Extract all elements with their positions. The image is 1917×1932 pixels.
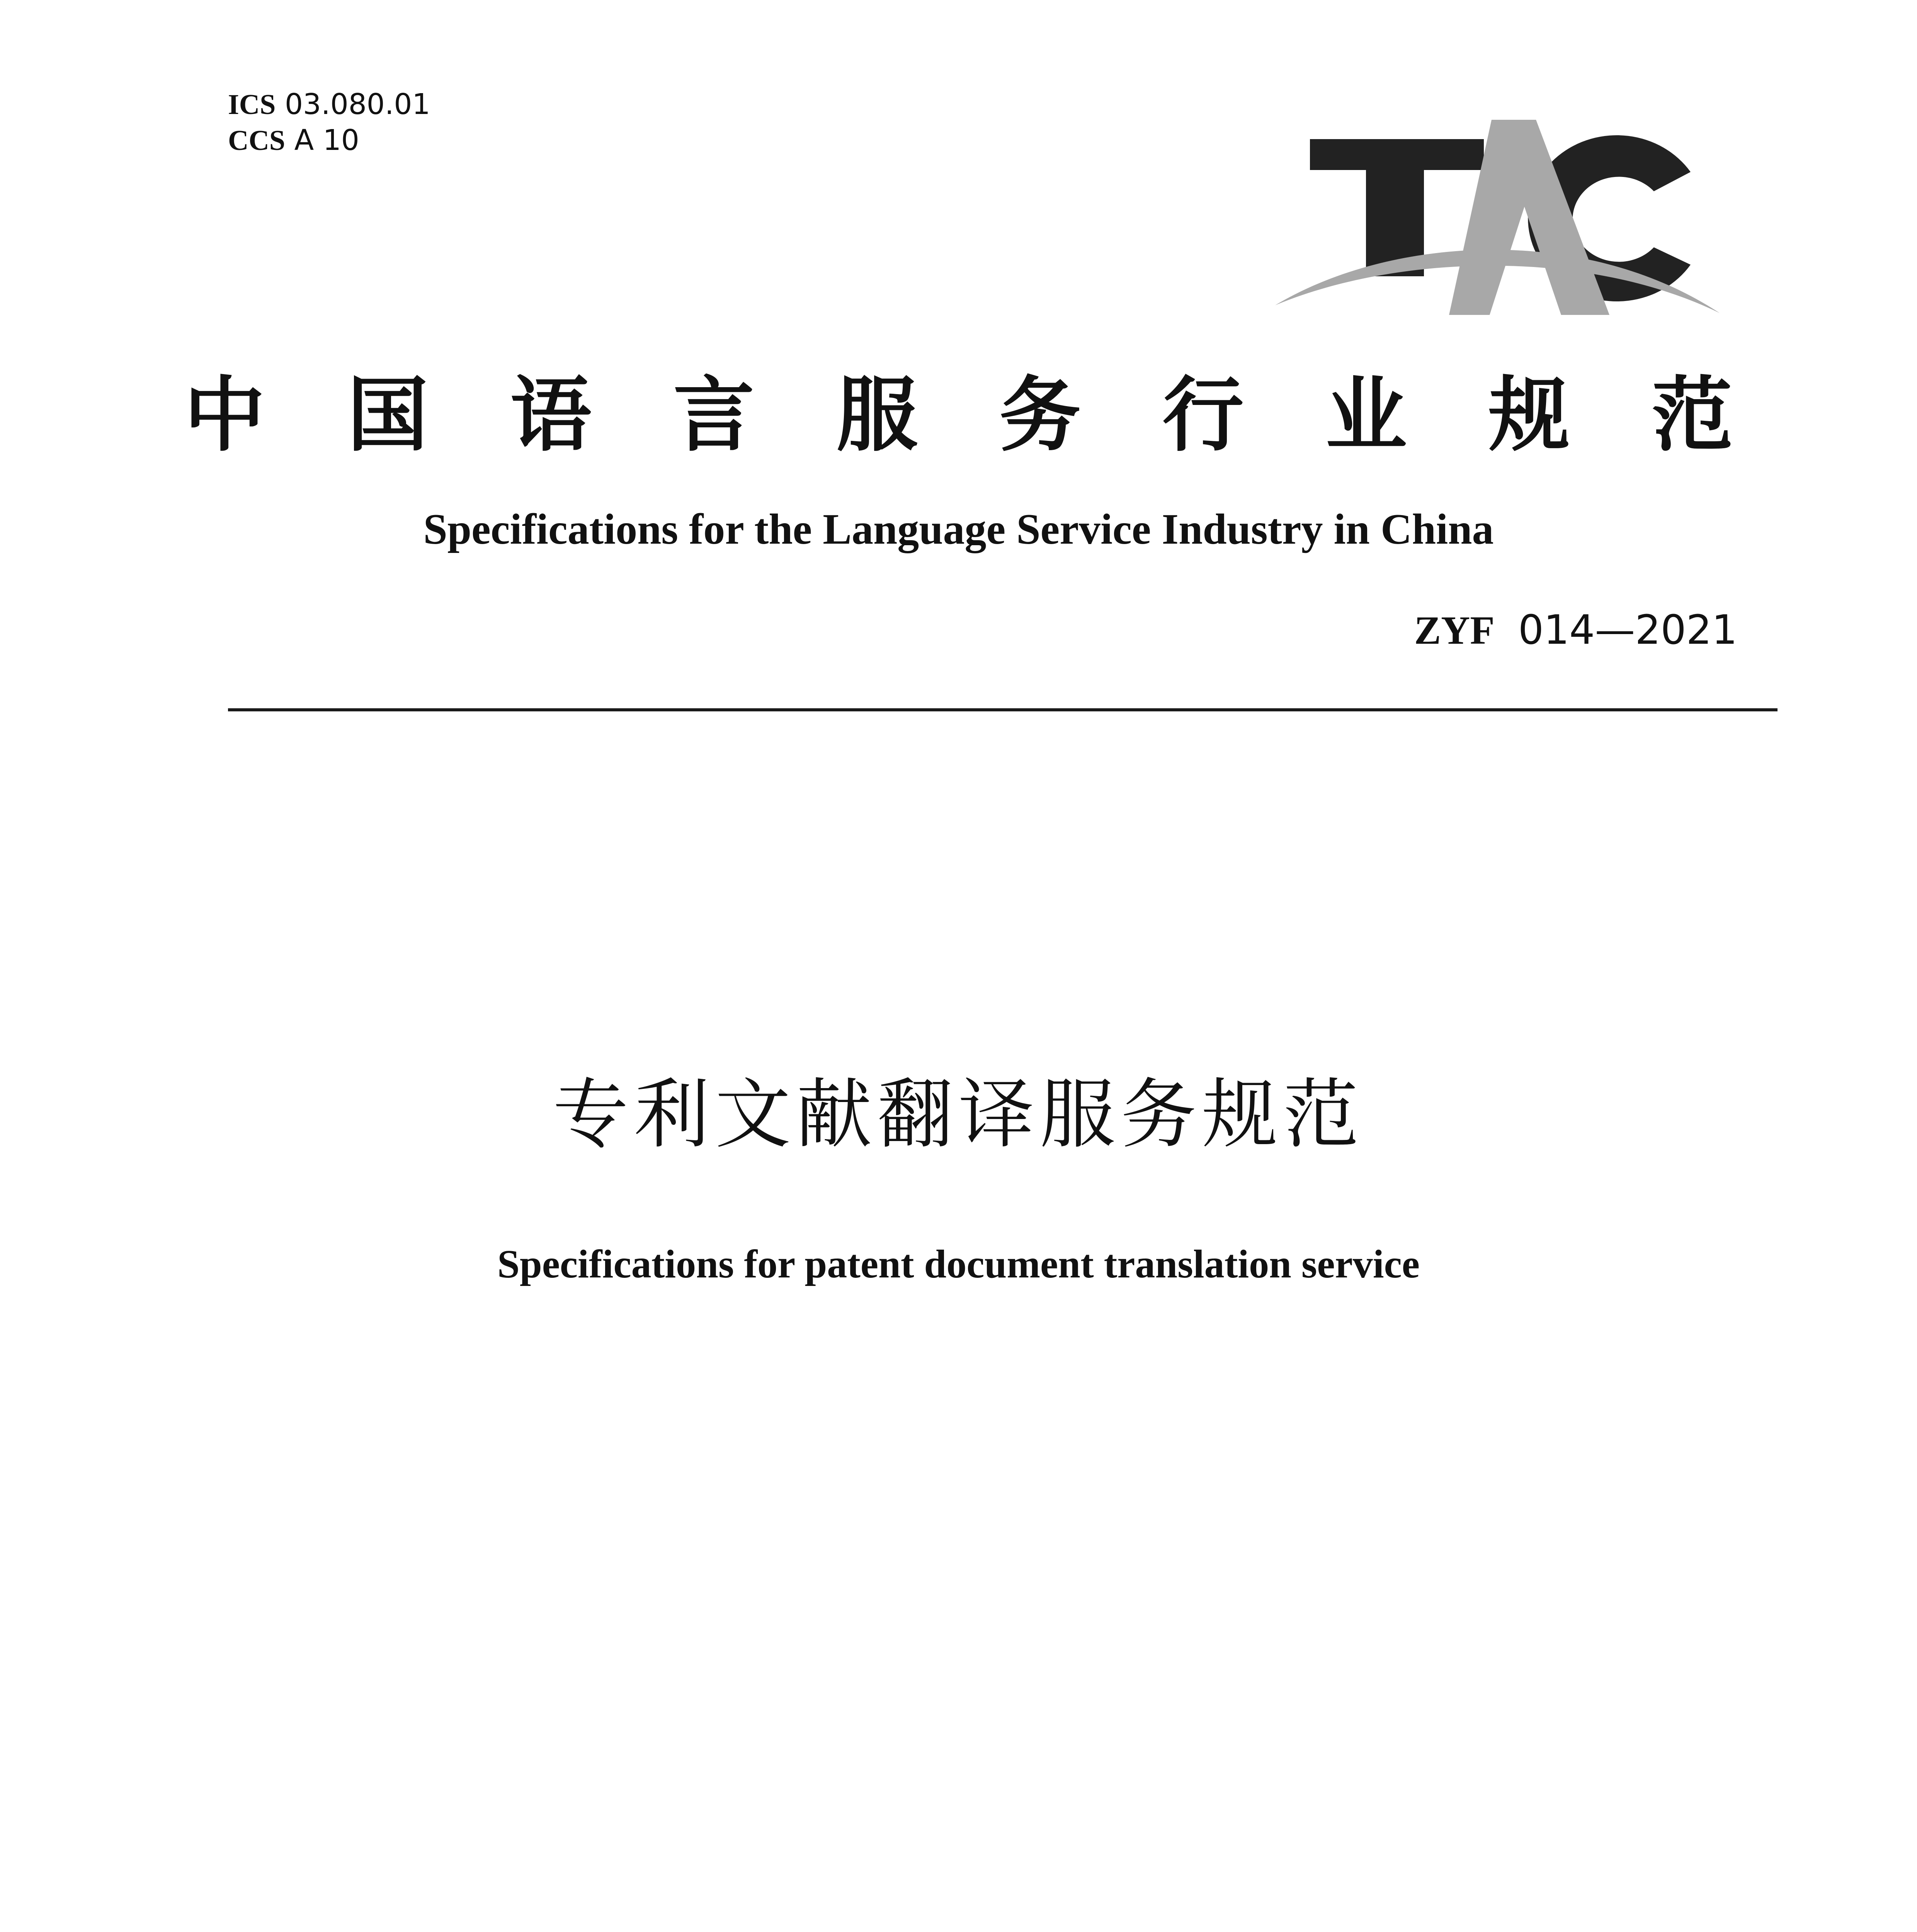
document-number-value: 014—2021 [1518,606,1737,653]
document-number-prefix: ZYF [1414,608,1495,653]
ccs-code [228,123,359,158]
ccs-value: A 10 [294,124,359,157]
ics-label: ICS [228,89,276,121]
tac-logo-graphic [1267,104,1731,321]
series-title-en: Specifications for the Language Service Industry in China [423,505,1494,553]
document-title-en: Specifications for patent document translation service [497,1242,1420,1286]
document-number [1414,607,1737,654]
ics-code [228,87,430,122]
series-title-cn: 中国语言服务行业规范 [184,368,1815,463]
tac-logo [1267,104,1731,321]
ics-value: 03.080.01 [284,88,430,121]
header-divider [228,708,1778,711]
ccs-label: CCS [228,125,286,156]
document-title-cn: 专利文献翻译服务规范 [553,1071,1364,1159]
